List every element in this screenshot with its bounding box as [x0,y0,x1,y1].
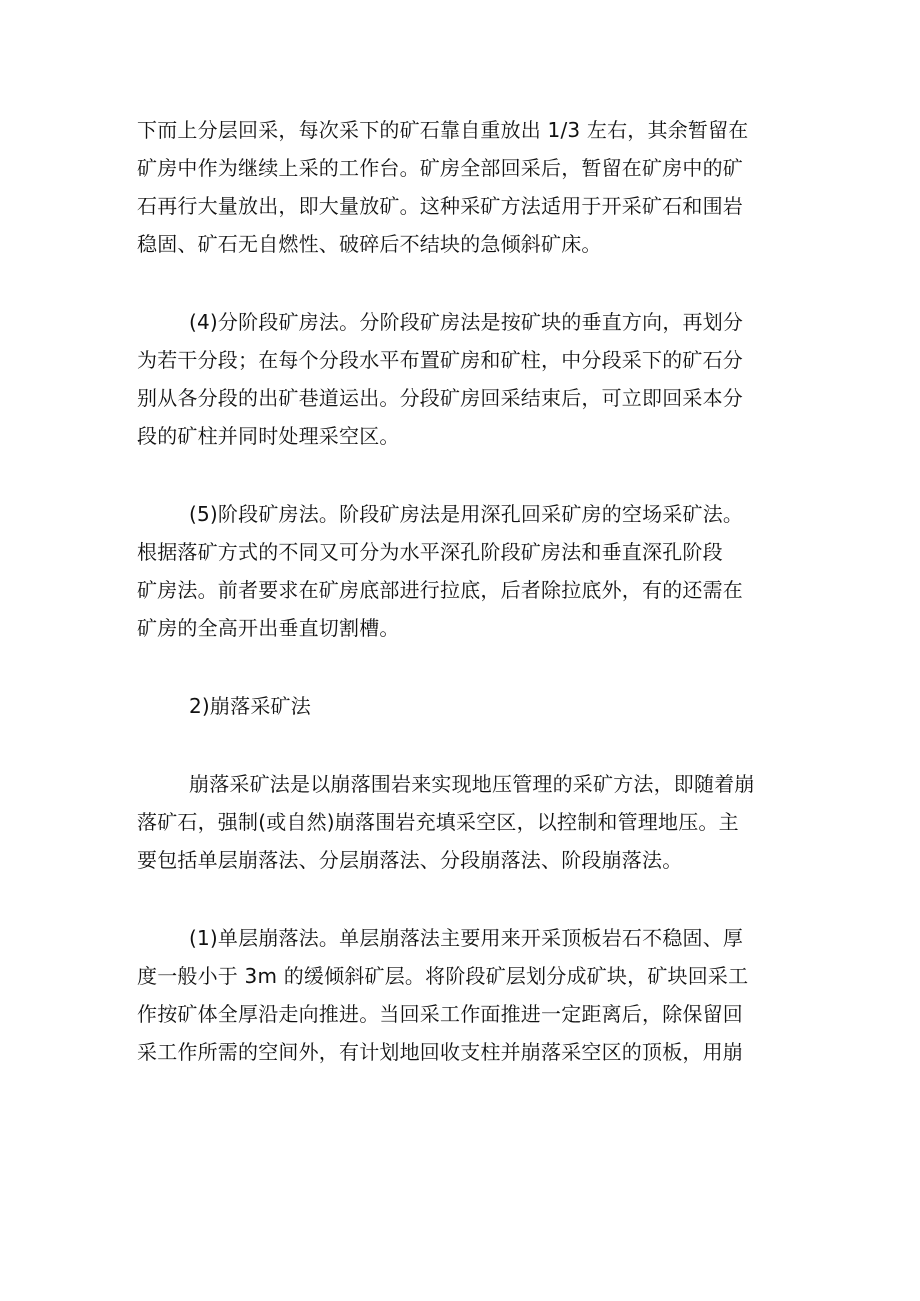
text-line: 矿房法。前者要求在矿房底部进行拉底，后者除拉底外，有的还需在 [137,578,743,602]
section-heading: 2)崩落采矿法 [189,694,311,718]
text-line: 根据落矿方式的不同又可分为水平深孔阶段矿房法和垂直深孔阶段 [137,540,723,564]
text-line: 采工作所需的空间外，有计划地回收支柱并崩落采空区的顶板，用崩 [137,1040,743,1064]
paragraph-shrinkage-stoping-continued [137,111,787,263]
text-line: (1)单层崩落法。单层崩落法主要用来开采顶板岩石不稳固、厚 [189,926,744,950]
text-line: 矿房的全高开出垂直切割槽。 [137,616,400,640]
text-line: 稳固、矿石无自燃性、破碎后不结块的急倾斜矿床。 [137,232,602,256]
paragraph-caving-intro [137,765,787,879]
text-line: (5)阶段矿房法。阶段矿房法是用深孔回采矿房的空场采矿法。 [189,502,744,526]
text-line: 作按矿体全厚沿走向推进。当回采工作面推进一定距离后，除保留回 [137,1002,743,1026]
paragraph-level-stoping [137,495,787,647]
paragraph-sublevel-stoping [137,303,787,455]
text-line: 段的矿柱并同时处理采空区。 [137,424,400,448]
text-line: 别从各分段的出矿巷道运出。分段矿房回采结束后，可立即回采本分 [137,386,743,410]
text-line: 度一般小于 3m 的缓倾斜矿层。将阶段矿层划分成矿块，矿块回采工 [137,964,749,988]
text-line: 崩落采矿法是以崩落围岩来实现地压管理的采矿方法，即随着崩 [189,772,755,796]
text-line: 要包括单层崩落法、分层崩落法、分段崩落法、阶段崩落法。 [137,848,683,872]
text-line: 矿房中作为继续上采的工作台。矿房全部回采后，暂留在矿房中的矿 [137,156,743,180]
text-line: 石再行大量放出，即大量放矿。这种采矿方法适用于开采矿石和围岩 [137,194,743,218]
document-page [137,111,787,1111]
text-line: (4)分阶段矿房法。分阶段矿房法是按矿块的垂直方向，再划分 [189,310,744,334]
text-line: 落矿石，强制(或自然)崩落围岩充填采空区，以控制和管理地压。主 [137,810,739,834]
text-line: 为若干分段；在每个分段水平布置矿房和矿柱，中分段采下的矿石分 [137,348,743,372]
text-line: 下而上分层回采，每次采下的矿石靠自重放出 1/3 左右，其余暂留在 [137,118,749,142]
paragraph-single-layer-caving [137,919,787,1071]
section-heading-caving-method [137,687,787,725]
